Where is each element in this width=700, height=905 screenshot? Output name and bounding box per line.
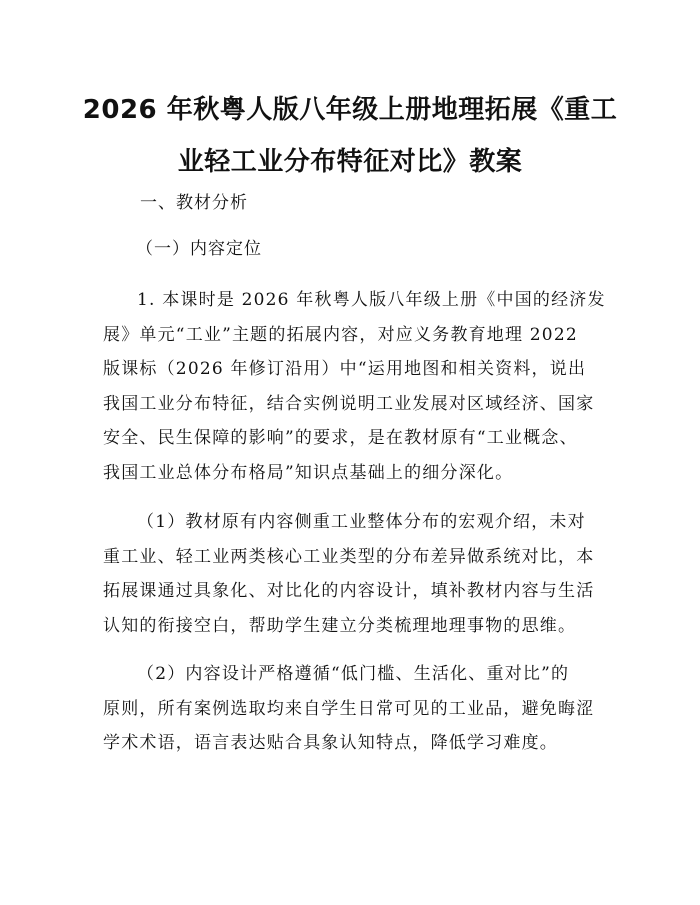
paragraph-line: （2）内容设计严格遵循“低门槛、生活化、重对比”的	[137, 664, 570, 684]
paragraph-2	[103, 505, 603, 643]
section-heading: 一、教材分析	[140, 193, 248, 213]
paragraph-line: 学术术语，语言表达贴合具象认知特点，降低学习难度。	[103, 733, 558, 754]
title-line-2: 业轻工业分布特征对比》教案	[177, 147, 523, 177]
paragraph-line: 安全、民生保障的影响”的要求，是在教材原有“工业概念、	[103, 428, 578, 449]
paragraph-line: 我国工业分布特征，结合实例说明工业发展对区域经济、国家	[103, 393, 595, 414]
paragraph-line: 重工业、轻工业两类核心工业类型的分布差异做系统对比，本	[103, 546, 595, 567]
paragraph-line: 原则，所有案例选取均来自学生日常可见的工业品，避免晦涩	[103, 698, 595, 719]
paragraph-line: 版课标（2026 年修订沿用）中“运用地图和相关资料，说出	[103, 359, 587, 380]
document-title	[70, 84, 630, 188]
paragraph-3	[103, 657, 603, 761]
paragraph-1	[103, 283, 606, 491]
paragraph-line: 我国工业总体分布格局”知识点基础上的细分深化。	[103, 462, 514, 483]
paragraph-line: 认知的衔接空白，帮助学生建立分类梳理地理事物的思维。	[103, 615, 577, 636]
paragraph-line: （1）教材原有内容侧重工业整体分布的宏观介绍，未对	[137, 512, 586, 532]
title-line-1: 2026 年秋粤人版八年级上册地理拓展《重工	[82, 95, 618, 125]
paragraph-line: 展》单元“工业”主题的拓展内容，对应义务教育地理 2022	[103, 324, 578, 345]
paragraph-line: 1. 本课时是 2026 年秋粤人版八年级上册《中国的经济发	[137, 290, 606, 310]
paragraph-line: 拓展课通过具象化、对比化的内容设计，填补教材内容与生活	[103, 581, 595, 602]
section-subheading: （一）内容定位	[136, 239, 262, 259]
